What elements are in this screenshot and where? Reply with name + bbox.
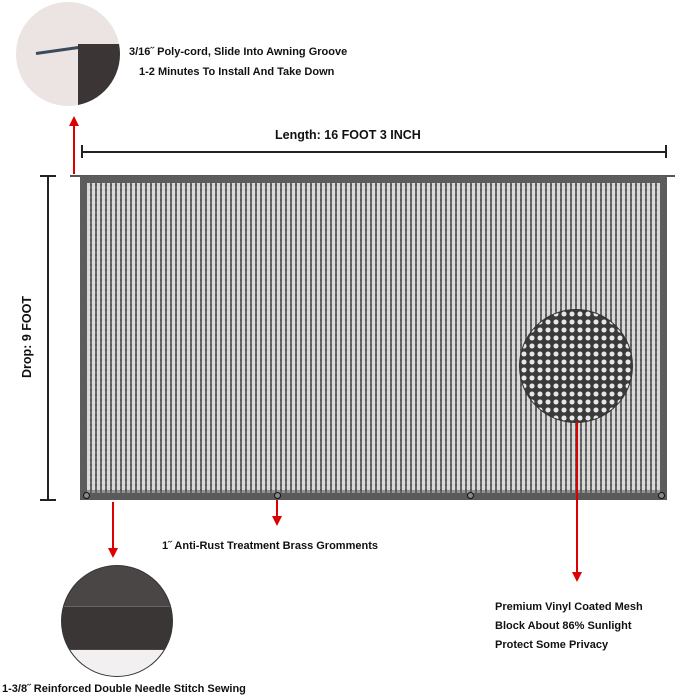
drop-dimension-label: Drop: 9 FOOT: [19, 296, 34, 378]
length-dimension-line: [81, 151, 666, 153]
arrow-down-stitch: [112, 502, 114, 550]
length-tick-left: [81, 145, 83, 158]
polycord-fabric-corner: [78, 44, 120, 106]
arrow-down-head: [272, 516, 282, 526]
arrow-down-mesh: [576, 422, 578, 574]
drop-tick-top: [40, 175, 56, 177]
grommet-icon: [467, 492, 474, 499]
arrow-down-head: [108, 548, 118, 558]
grommet-icon: [83, 492, 90, 499]
arrow-down-head: [572, 572, 582, 582]
drop-dimension-line: [47, 175, 49, 499]
polycord-label-line2: 1-2 Minutes To Install And Take Down: [139, 66, 335, 78]
length-dimension-label: Length: 16 FOOT 3 INCH: [275, 128, 421, 142]
mesh-label-line1: Premium Vinyl Coated Mesh: [495, 601, 643, 613]
stitch-band: [62, 606, 172, 649]
grommet-label: 1˝ Anti-Rust Treatment Brass Gromments: [162, 540, 378, 552]
polycord-label-line1: 3/16˝ Poly-cord, Slide Into Awning Groove: [129, 46, 348, 58]
grommet-icon: [274, 492, 281, 499]
mesh-label-line3: Protect Some Privacy: [495, 639, 609, 651]
length-tick-right: [665, 145, 667, 158]
drop-tick-bottom: [40, 499, 56, 501]
panel-bottom-hem: [80, 490, 667, 500]
arrow-up-polycord: [73, 126, 75, 174]
stitch-label: 1-3/8˝ Reinforced Double Needle Stitch Sewing: [2, 683, 246, 695]
stitch-white-edge: [62, 650, 172, 676]
arrow-up-head: [69, 116, 79, 126]
stitch-closeup-image: [62, 566, 172, 676]
grommet-icon: [658, 492, 665, 499]
mesh-closeup-image: [520, 310, 632, 422]
mesh-label-line2: Block About 86% Sunlight: [495, 620, 632, 632]
polycord-detail-image: [16, 2, 120, 106]
